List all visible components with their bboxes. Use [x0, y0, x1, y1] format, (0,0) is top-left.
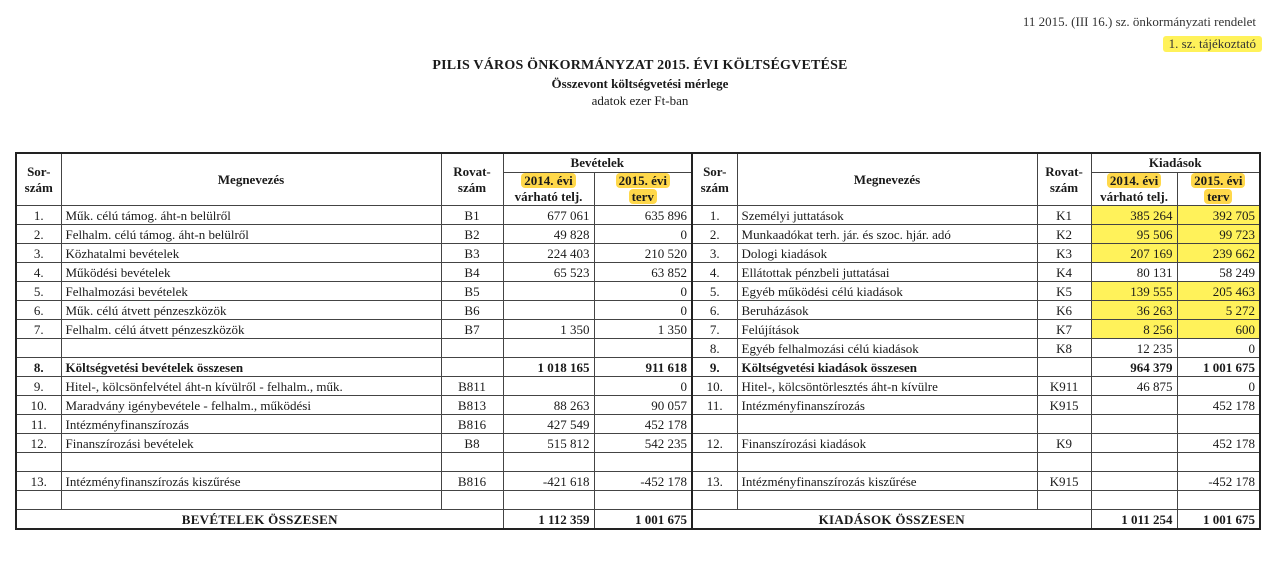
row-name-right: Egyéb működési célú kiadások — [737, 282, 1037, 301]
row-name-right: Intézményfinanszírozás — [737, 396, 1037, 415]
row-sorszam-left: 2. — [16, 225, 61, 244]
total-expense-2015: 1 001 675 — [1177, 510, 1260, 530]
row-2015-left: -452 178 — [594, 472, 692, 491]
row-rovat-left: B8 — [441, 434, 503, 453]
table-row — [16, 434, 1260, 453]
row-sorszam-left: 5. — [16, 282, 61, 301]
row-rovat-right: K6 — [1037, 301, 1091, 320]
row-name-left: Intézményfinanszírozás kiszűrése — [61, 472, 441, 491]
row-sorszam-right: 13. — [692, 472, 737, 491]
row-2015-right — [1177, 415, 1260, 434]
row-rovat-left: B6 — [441, 301, 503, 320]
row-2015-left: 0 — [594, 301, 692, 320]
row-rovat-left: B816 — [441, 415, 503, 434]
row-2014-right: 95 506 — [1091, 225, 1177, 244]
row-2014-right: 12 235 — [1091, 339, 1177, 358]
row-sorszam-right: 6. — [692, 301, 737, 320]
row-2014-left: 49 828 — [503, 225, 594, 244]
total-expense-2014: 1 011 254 — [1091, 510, 1177, 530]
row-rovat-left: B4 — [441, 263, 503, 282]
attachment-label: 1. sz. tájékoztató — [1163, 36, 1262, 52]
row-rovat-right: K9 — [1037, 434, 1091, 453]
row-2014-right — [1091, 434, 1177, 453]
row-name-right: Egyéb felhalmozási célú kiadások — [737, 339, 1037, 358]
table-row — [16, 263, 1260, 282]
row-2015-left: 0 — [594, 282, 692, 301]
row-rovat-left: B816 — [441, 472, 503, 491]
row-sorszam-right: 8. — [692, 339, 737, 358]
row-rovat-left: B2 — [441, 225, 503, 244]
row-2015-left: 0 — [594, 377, 692, 396]
row-2015-right: 205 463 — [1177, 282, 1260, 301]
row-2015-right: 239 662 — [1177, 244, 1260, 263]
table-row — [16, 225, 1260, 244]
row-name-left: Műk. célú átvett pénzeszközök — [61, 301, 441, 320]
row-2014-right: 46 875 — [1091, 377, 1177, 396]
row-name-left: Működési bevételek — [61, 263, 441, 282]
row-rovat-right: K8 — [1037, 339, 1091, 358]
row-sorszam-left — [16, 339, 61, 358]
row-name-right: Dologi kiadások — [737, 244, 1037, 263]
total-revenue-2014: 1 112 359 — [503, 510, 594, 530]
row-2015-right: -452 178 — [1177, 472, 1260, 491]
row-rovat-left: B3 — [441, 244, 503, 263]
row-2014-left: 677 061 — [503, 206, 594, 225]
row-2014-right: 385 264 — [1091, 206, 1177, 225]
row-2014-left: 1 018 165 — [503, 358, 594, 377]
row-sorszam-left: 11. — [16, 415, 61, 434]
title-block — [0, 58, 1280, 109]
row-rovat-left: B1 — [441, 206, 503, 225]
row-2014-left — [503, 301, 594, 320]
row-rovat-left — [441, 358, 503, 377]
row-sorszam-left: 8. — [16, 358, 61, 377]
table-row — [16, 339, 1260, 358]
row-sorszam-left: 10. — [16, 396, 61, 415]
row-2014-right — [1091, 415, 1177, 434]
row-sorszam-left — [16, 453, 61, 472]
page-title: PILIS VÁROS ÖNKORMÁNYZAT 2015. ÉVI KÖLTSÉGVETÉSE — [432, 58, 848, 73]
row-2015-right: 452 178 — [1177, 434, 1260, 453]
row-2014-right: 139 555 — [1091, 282, 1177, 301]
row-rovat-right: K7 — [1037, 320, 1091, 339]
col-2015-left: 2015. évi terv — [594, 173, 692, 206]
col-rovat-right: Rovat- szám — [1037, 153, 1091, 206]
row-sorszam-right: 3. — [692, 244, 737, 263]
row-name-left: Intézményfinanszírozás — [61, 415, 441, 434]
row-2015-right: 0 — [1177, 339, 1260, 358]
col-megnevezes-right: Megnevezés — [737, 153, 1037, 206]
row-2014-right: 207 169 — [1091, 244, 1177, 263]
row-rovat-left — [441, 339, 503, 358]
col-2014-right: 2014. évi várható telj. — [1091, 173, 1177, 206]
row-2014-right — [1091, 396, 1177, 415]
row-name-left — [61, 453, 441, 472]
row-name-right: Ellátottak pénzbeli juttatásai — [737, 263, 1037, 282]
row-sorszam-left: 13. — [16, 472, 61, 491]
header-row-1 — [16, 153, 1260, 173]
table-row — [16, 377, 1260, 396]
row-2014-right: 36 263 — [1091, 301, 1177, 320]
table-row — [16, 358, 1260, 377]
row-name-right — [737, 415, 1037, 434]
row-rovat-right — [1037, 453, 1091, 472]
table-row — [16, 301, 1260, 320]
row-sorszam-right: 2. — [692, 225, 737, 244]
row-sorszam-left: 9. — [16, 377, 61, 396]
row-2014-left: 224 403 — [503, 244, 594, 263]
row-name-left — [61, 339, 441, 358]
row-2015-right: 5 272 — [1177, 301, 1260, 320]
row-rovat-left: B813 — [441, 396, 503, 415]
row-name-left: Költségvetési bevételek összesen — [61, 358, 441, 377]
row-name-left: Felhalm. célú támog. áht-n belülről — [61, 225, 441, 244]
row-name-right: Költségvetési kiadások összesen — [737, 358, 1037, 377]
row-2015-right: 392 705 — [1177, 206, 1260, 225]
table-row — [16, 206, 1260, 225]
row-2015-left: 210 520 — [594, 244, 692, 263]
row-2014-left: 515 812 — [503, 434, 594, 453]
table-row — [16, 282, 1260, 301]
row-2015-left — [594, 453, 692, 472]
row-name-right: Munkaadókat terh. jár. és szoc. hjár. adó — [737, 225, 1037, 244]
row-rovat-left — [441, 491, 503, 510]
table-row — [16, 244, 1260, 263]
row-sorszam-right: 5. — [692, 282, 737, 301]
row-name-right: Intézményfinanszírozás kiszűrése — [737, 472, 1037, 491]
reference-line: 11 2015. (III 16.) sz. önkormányzati rendelet — [1022, 14, 1256, 29]
row-2015-right: 452 178 — [1177, 396, 1260, 415]
row-2015-left: 452 178 — [594, 415, 692, 434]
row-2015-left: 63 852 — [594, 263, 692, 282]
row-2015-right: 99 723 — [1177, 225, 1260, 244]
row-2015-right — [1177, 453, 1260, 472]
row-name-right — [737, 491, 1037, 510]
row-2015-left: 542 235 — [594, 434, 692, 453]
row-sorszam-right: 12. — [692, 434, 737, 453]
row-name-left — [61, 491, 441, 510]
row-rovat-right: K2 — [1037, 225, 1091, 244]
col-rovat-left: Rovat- szám — [441, 153, 503, 206]
col-megnevezes-left: Megnevezés — [61, 153, 441, 206]
row-2014-right — [1091, 472, 1177, 491]
table-row — [16, 491, 1260, 510]
table-row — [16, 472, 1260, 491]
row-2014-left: 1 350 — [503, 320, 594, 339]
row-rovat-right: K1 — [1037, 206, 1091, 225]
row-sorszam-left — [16, 491, 61, 510]
row-sorszam-right — [692, 453, 737, 472]
row-2014-left: -421 618 — [503, 472, 594, 491]
total-revenue-label: BEVÉTELEK ÖSSZESEN — [16, 510, 503, 530]
row-rovat-right — [1037, 415, 1091, 434]
row-name-right: Hitel-, kölcsöntörlesztés áht-n kívülre — [737, 377, 1037, 396]
row-2014-left — [503, 453, 594, 472]
table-row — [16, 396, 1260, 415]
row-rovat-right: K911 — [1037, 377, 1091, 396]
col-sorszam-left: Sor- szám — [16, 153, 61, 206]
row-name-right — [737, 453, 1037, 472]
row-2015-left — [594, 491, 692, 510]
row-2014-right: 80 131 — [1091, 263, 1177, 282]
row-rovat-right: K915 — [1037, 472, 1091, 491]
row-sorszam-left: 4. — [16, 263, 61, 282]
row-2014-right — [1091, 453, 1177, 472]
row-rovat-right: K3 — [1037, 244, 1091, 263]
row-rovat-right: K4 — [1037, 263, 1091, 282]
row-2015-left — [594, 339, 692, 358]
table-row — [16, 320, 1260, 339]
row-2014-right: 964 379 — [1091, 358, 1177, 377]
row-sorszam-right: 1. — [692, 206, 737, 225]
row-sorszam-left: 1. — [16, 206, 61, 225]
unit-note: adatok ezer Ft-ban — [591, 93, 689, 108]
row-name-left: Felhalm. célú átvett pénzeszközök — [61, 320, 441, 339]
row-name-left: Felhalmozási bevételek — [61, 282, 441, 301]
row-rovat-right: K5 — [1037, 282, 1091, 301]
row-2015-left: 90 057 — [594, 396, 692, 415]
kiadasok-header: Kiadások — [1091, 153, 1260, 173]
row-2014-left — [503, 491, 594, 510]
totals-row — [16, 510, 1260, 530]
row-sorszam-left: 6. — [16, 301, 61, 320]
row-2014-left — [503, 282, 594, 301]
row-2014-left — [503, 339, 594, 358]
row-2015-left: 1 350 — [594, 320, 692, 339]
row-sorszam-right: 7. — [692, 320, 737, 339]
row-2014-right — [1091, 491, 1177, 510]
row-sorszam-left: 7. — [16, 320, 61, 339]
total-revenue-2015: 1 001 675 — [594, 510, 692, 530]
row-sorszam-right — [692, 415, 737, 434]
row-2014-right: 8 256 — [1091, 320, 1177, 339]
table-row — [16, 453, 1260, 472]
row-name-left: Finanszírozási bevételek — [61, 434, 441, 453]
row-sorszam-right: 9. — [692, 358, 737, 377]
row-sorszam-right: 4. — [692, 263, 737, 282]
col-2014-left: 2014. évi várható telj. — [503, 173, 594, 206]
budget-table — [15, 152, 1261, 530]
row-sorszam-left: 12. — [16, 434, 61, 453]
row-name-right: Finanszírozási kiadások — [737, 434, 1037, 453]
row-sorszam-right: 11. — [692, 396, 737, 415]
row-rovat-left — [441, 453, 503, 472]
row-sorszam-right — [692, 491, 737, 510]
row-2015-left: 635 896 — [594, 206, 692, 225]
row-name-left: Hitel-, kölcsönfelvétel áht-n kívülről - felhalm., műk. — [61, 377, 441, 396]
row-rovat-left: B7 — [441, 320, 503, 339]
page-subtitle: Összevont költségvetési mérlege — [551, 76, 729, 91]
col-sorszam-right: Sor- szám — [692, 153, 737, 206]
table-row — [16, 415, 1260, 434]
row-2014-left: 65 523 — [503, 263, 594, 282]
row-2015-left: 0 — [594, 225, 692, 244]
row-name-right: Személyi juttatások — [737, 206, 1037, 225]
row-rovat-right — [1037, 358, 1091, 377]
row-2015-right: 58 249 — [1177, 263, 1260, 282]
row-2014-left: 88 263 — [503, 396, 594, 415]
row-rovat-left: B811 — [441, 377, 503, 396]
row-2014-left — [503, 377, 594, 396]
row-sorszam-right: 10. — [692, 377, 737, 396]
total-expense-label: KIADÁSOK ÖSSZESEN — [692, 510, 1091, 530]
row-name-right: Felújítások — [737, 320, 1037, 339]
row-2014-left: 427 549 — [503, 415, 594, 434]
row-sorszam-left: 3. — [16, 244, 61, 263]
row-2015-right: 0 — [1177, 377, 1260, 396]
row-rovat-left: B5 — [441, 282, 503, 301]
bevetelek-header: Bevételek — [503, 153, 692, 173]
row-name-right: Beruházások — [737, 301, 1037, 320]
row-2015-right: 600 — [1177, 320, 1260, 339]
row-rovat-right: K915 — [1037, 396, 1091, 415]
row-2015-left: 911 618 — [594, 358, 692, 377]
row-2015-right — [1177, 491, 1260, 510]
row-name-left: Maradvány igénybevétele - felhalm., működési — [61, 396, 441, 415]
row-name-left: Közhatalmi bevételek — [61, 244, 441, 263]
row-rovat-right — [1037, 491, 1091, 510]
row-2015-right: 1 001 675 — [1177, 358, 1260, 377]
col-2015-right: 2015. évi terv — [1177, 173, 1260, 206]
row-name-left: Műk. célú támog. áht-n belülről — [61, 206, 441, 225]
